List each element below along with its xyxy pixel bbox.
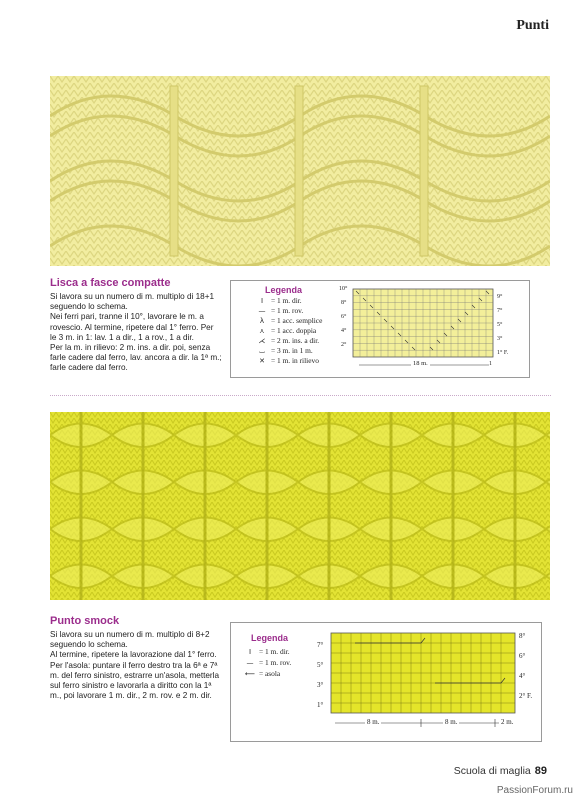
page-footer	[454, 765, 547, 777]
row-label-right: 1° F.	[497, 350, 509, 356]
legend-item: ✕ = 1 m. in rilievo	[259, 356, 319, 365]
stitch-description-smock: Si lavora su un numero di m. multiplo di 8+2 seguendo lo schema. Al termine, ripetere la lavorazione dal 1° ferro. Per l'asola: puntare il ferro destro tra la 6ª e 7ª m. del ferro sinistro, estrarre un'asola, metterla sul ferro sinistro e lavorarla a diritto con la 1ª m., poi lavorare 1 m. dir., 2 m. rov. e 2 m. dir.	[50, 630, 220, 701]
stitch-title-lisca: Lisca a fasce compatte	[50, 277, 171, 289]
legend-chart-box-lisca	[230, 280, 530, 378]
row-label-left: 3°	[317, 681, 324, 689]
stitch-chart-smock	[315, 627, 537, 737]
stitch-title-smock: Punto smock	[50, 615, 120, 627]
watermark: PassionForum.ru	[496, 785, 573, 796]
legend-item: — = 1 m. rov.	[246, 658, 292, 667]
row-label-right: 3°	[497, 336, 503, 342]
page-number: 89	[534, 765, 547, 777]
row-label-left: 8°	[341, 300, 347, 306]
magazine-name: Scuola di maglia	[453, 765, 531, 777]
legend-item: I = 1 m. dir.	[248, 647, 290, 656]
repeat-label: 8 m.	[445, 718, 458, 726]
row-label-left: 7°	[317, 641, 324, 649]
row-label-right: 2° F.	[519, 692, 533, 700]
knit-photo-smock	[50, 412, 550, 600]
row-label-right: 8°	[519, 632, 526, 640]
repeat-label: 8 m.	[367, 718, 380, 726]
legend-title: Legenda	[265, 285, 303, 295]
knit-photo-lisca	[50, 76, 550, 266]
legend-item: ⟵ = asola	[244, 669, 281, 678]
row-label-right: 7°	[497, 308, 503, 314]
legend-item: λ = 1 acc. semplice	[259, 316, 323, 325]
legend-title: Legenda	[251, 633, 289, 643]
repeat-label: 2 m.	[501, 718, 514, 726]
legend-item: ⋏ = 1 acc. doppia	[259, 326, 317, 335]
legend-item: I = 1 m. dir.	[260, 296, 302, 305]
section-divider	[50, 395, 551, 396]
row-label-left: 2°	[341, 342, 347, 348]
repeat-label: 18 m.	[413, 360, 428, 367]
row-label-left: 10°	[339, 286, 348, 292]
row-label-left: 5°	[317, 661, 324, 669]
legend-chart-box-smock	[230, 622, 542, 742]
legend-item: ⋌ = 2 m. ins. a dir.	[258, 336, 320, 345]
row-label-left: 1°	[317, 701, 324, 709]
row-label-right: 6°	[519, 652, 526, 660]
edge-label: 1	[489, 361, 492, 367]
legend-item: — = 1 m. rov.	[258, 306, 304, 315]
section-title: Punti	[516, 18, 549, 33]
row-label-right: 5°	[497, 322, 503, 328]
legend-item: ⌴ = 3 m. in 1 m.	[259, 346, 313, 355]
stitch-chart-lisca	[339, 285, 525, 373]
row-label-left: 6°	[341, 314, 347, 320]
stitch-description-lisca: Si lavora su un numero di m. multiplo di 18+1 seguendo lo schema. Nei ferri pari, tranne il 10°, lavorare le m. a rovescio. Al termine, ripetere dal 1° ferro. Per le 3 m. in 1: lav. 1 a dir., 1 a rov., 1 a dir. Per la m. in rilievo: 2 m. ins. a dir. poi, senza farle cadere dal ferro, lav. ancora a dir. la 1ª m.; farle cadere dal ferro.	[50, 292, 222, 373]
row-label-left: 4°	[341, 328, 347, 334]
row-label-right: 4°	[519, 672, 526, 680]
row-label-right: 9°	[497, 294, 503, 300]
